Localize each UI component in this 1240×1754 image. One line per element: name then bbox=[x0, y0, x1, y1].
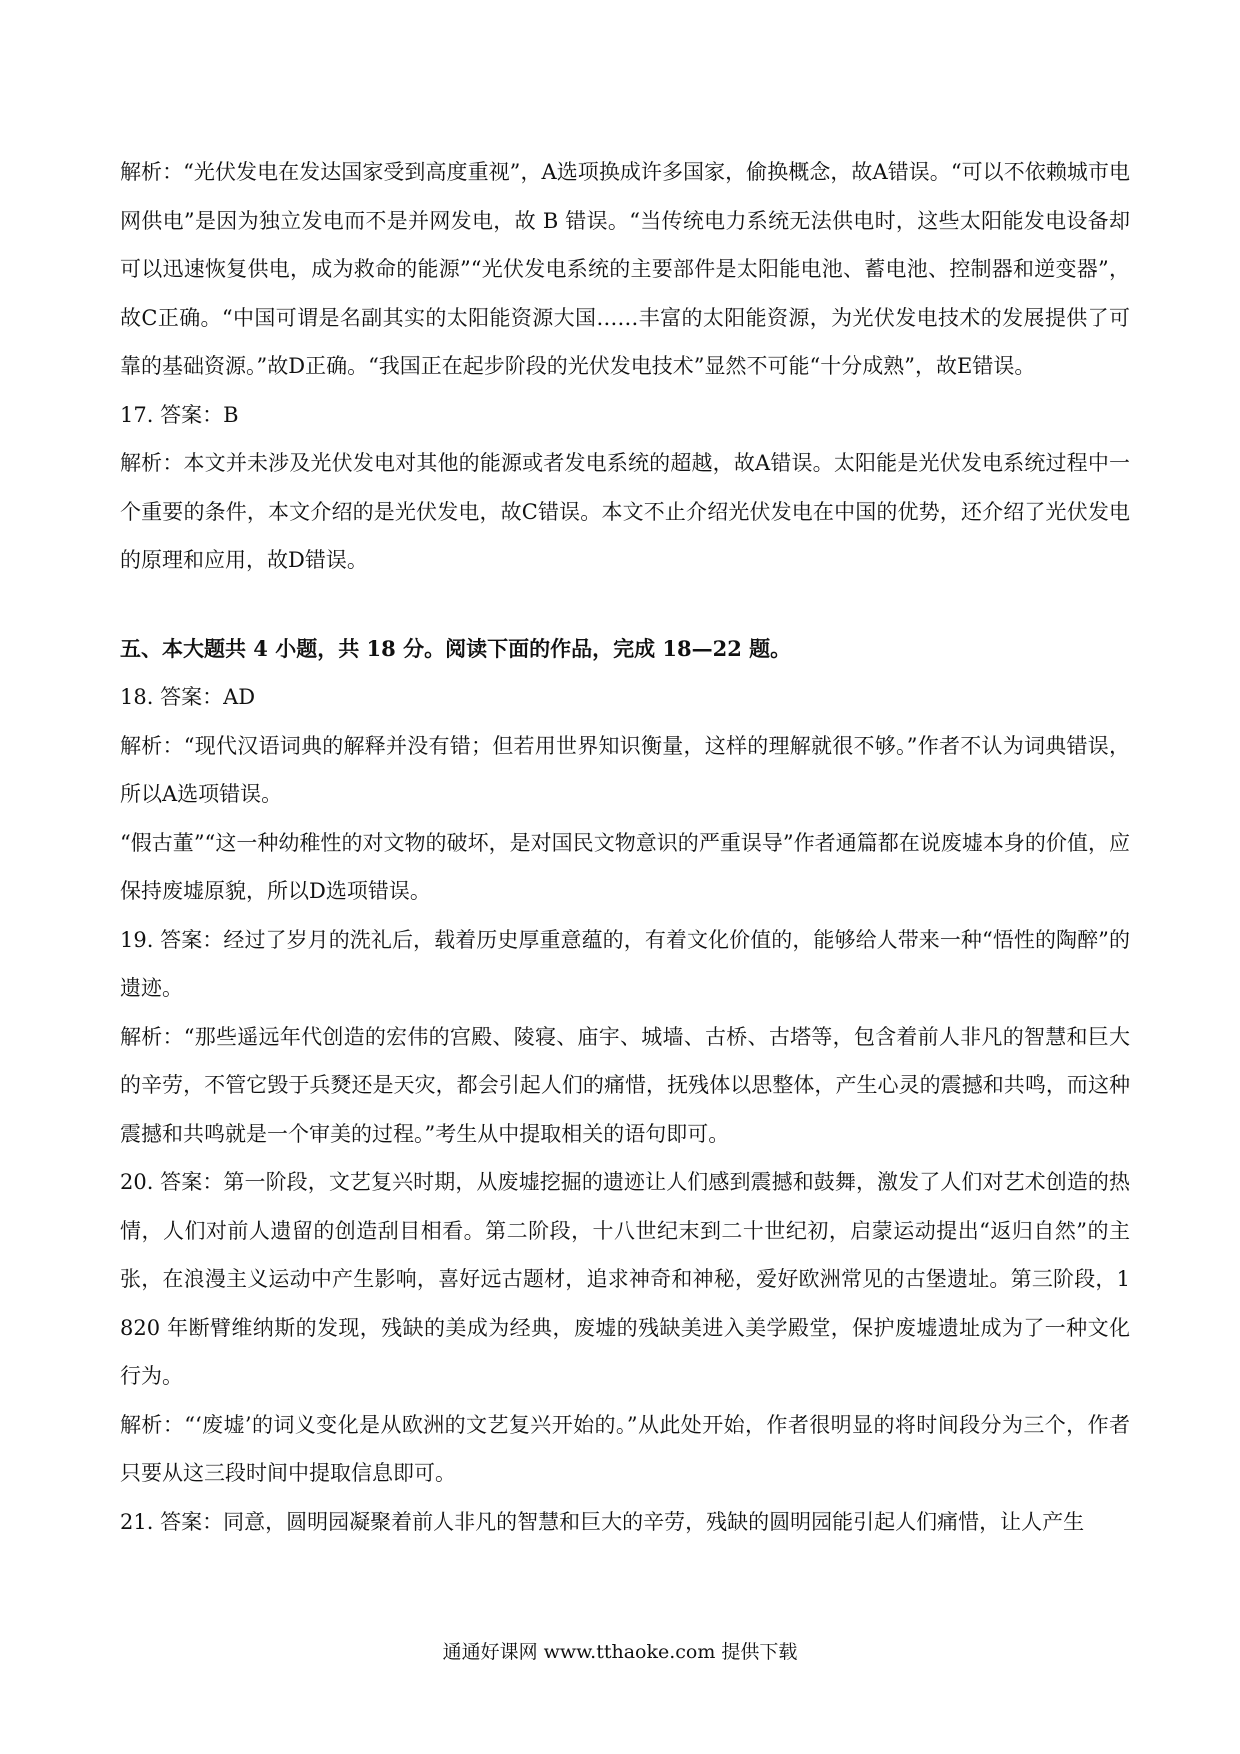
q18-analysis-2: “假古董”“这一种幼稚性的对文物的破坏，是对国民文物意识的严重误导”作者通篇都在说废墟本身的价值，应保持废墟原貌，所以D选项错误。 bbox=[120, 830, 1130, 903]
q18-answer: 18. 答案：AD bbox=[120, 685, 256, 709]
q18-analysis-1: 解析：“现代汉语词典的解释并没有错；但若用世界知识衡量，这样的理解就很不够。”作者不认为词典错误，所以A选项错误。 bbox=[120, 733, 1130, 806]
q19-analysis: 解析：“那些遥远年代创造的宏伟的宫殿、陵寝、庙宇、城墙、古桥、古塔等，包含着前人非凡的智慧和巨大的辛劳，不管它毁于兵燹还是天灾，都会引起人们的痛惜，抚残体以思整体，产生心灵的震撼和共鸣，而这种震撼和共鸣就是一个审美的过程。”考生从中提取相关的语句即可。 bbox=[120, 1024, 1130, 1146]
q20-analysis: 解析：“‘废墟’的词义变化是从欧洲的文艺复兴开始的。”从此处开始，作者很明显的将时间段分为三个，作者只要从这三段时间中提取信息即可。 bbox=[120, 1412, 1130, 1485]
document-body bbox=[120, 148, 1130, 1546]
q20-answer: 20. 答案：第一阶段，文艺复兴时期，从废墟挖掘的遗迹让人们感到震撼和鼓舞，激发了人们对艺术创造的热情，人们对前人遗留的创造刮目相看。第二阶段，十八世纪末到二十世纪初，启蒙运动提出“返归自然”的主张，在浪漫主义运动中产生影响，喜好远古题材，追求神奇和神秘，爱好欧洲常见的古堡遗址。第三阶段，1820 年断臂维纳斯的发现，残缺的美成为经典，废墟的残缺美进入美学殿堂，保护废墟遗址成为了一种文化行为。 bbox=[120, 1170, 1130, 1388]
q17-answer: 17. 答案：B bbox=[120, 402, 239, 427]
q21-answer: 21. 答案：同意，圆明园凝聚着前人非凡的智慧和巨大的辛劳，残缺的圆明园能引起人们痛惜，让人产生 bbox=[120, 1509, 1085, 1534]
section-five-title: 五、本大题共 4 小题，共 18 分。阅读下面的作品，完成 18—22 题。 bbox=[120, 635, 792, 661]
page-footer: 通通好课网 www.tthaoke.com 提供下载 bbox=[442, 1641, 798, 1663]
section-gap bbox=[120, 585, 1130, 625]
q19-answer: 19. 答案：经过了岁月的洗礼后，载着历史厚重意蕴的，有着文化价值的，能够给人带来一种“悟性的陶醉”的遗迹。 bbox=[120, 927, 1130, 1000]
q17-analysis: 解析：本文并未涉及光伏发电对其他的能源或者发电系统的超越，故A错误。太阳能是光伏发电系统过程中一个重要的条件，本文介绍的是光伏发电，故C错误。本文不止介绍光伏发电在中国的优势，还介绍了光伏发电的原理和应用，故D错误。 bbox=[120, 451, 1130, 572]
q16-analysis: 解析：“光伏发电在发达国家受到高度重视”，A选项换成许多国家，偷换概念，故A错误。“可以不依赖城市电网供电”是因为独立发电而不是并网发电，故 B 错误。“当传统电力系统无法供电时，这些太阳能发电设备却可以迅速恢复供电，成为救命的能源”“光伏发电系统的主要部件是太阳能电池、蓄电池、控制器和逆变器”，故C正确。“中国可谓是名副其实的太阳能资源大国……丰富的太阳能资源，为光伏发电技术的发展提供了可靠的基础资源。”故D正确。“我国正在起步阶段的光伏发电技术”显然不可能“十分成熟”，故E错误。 bbox=[120, 160, 1130, 378]
